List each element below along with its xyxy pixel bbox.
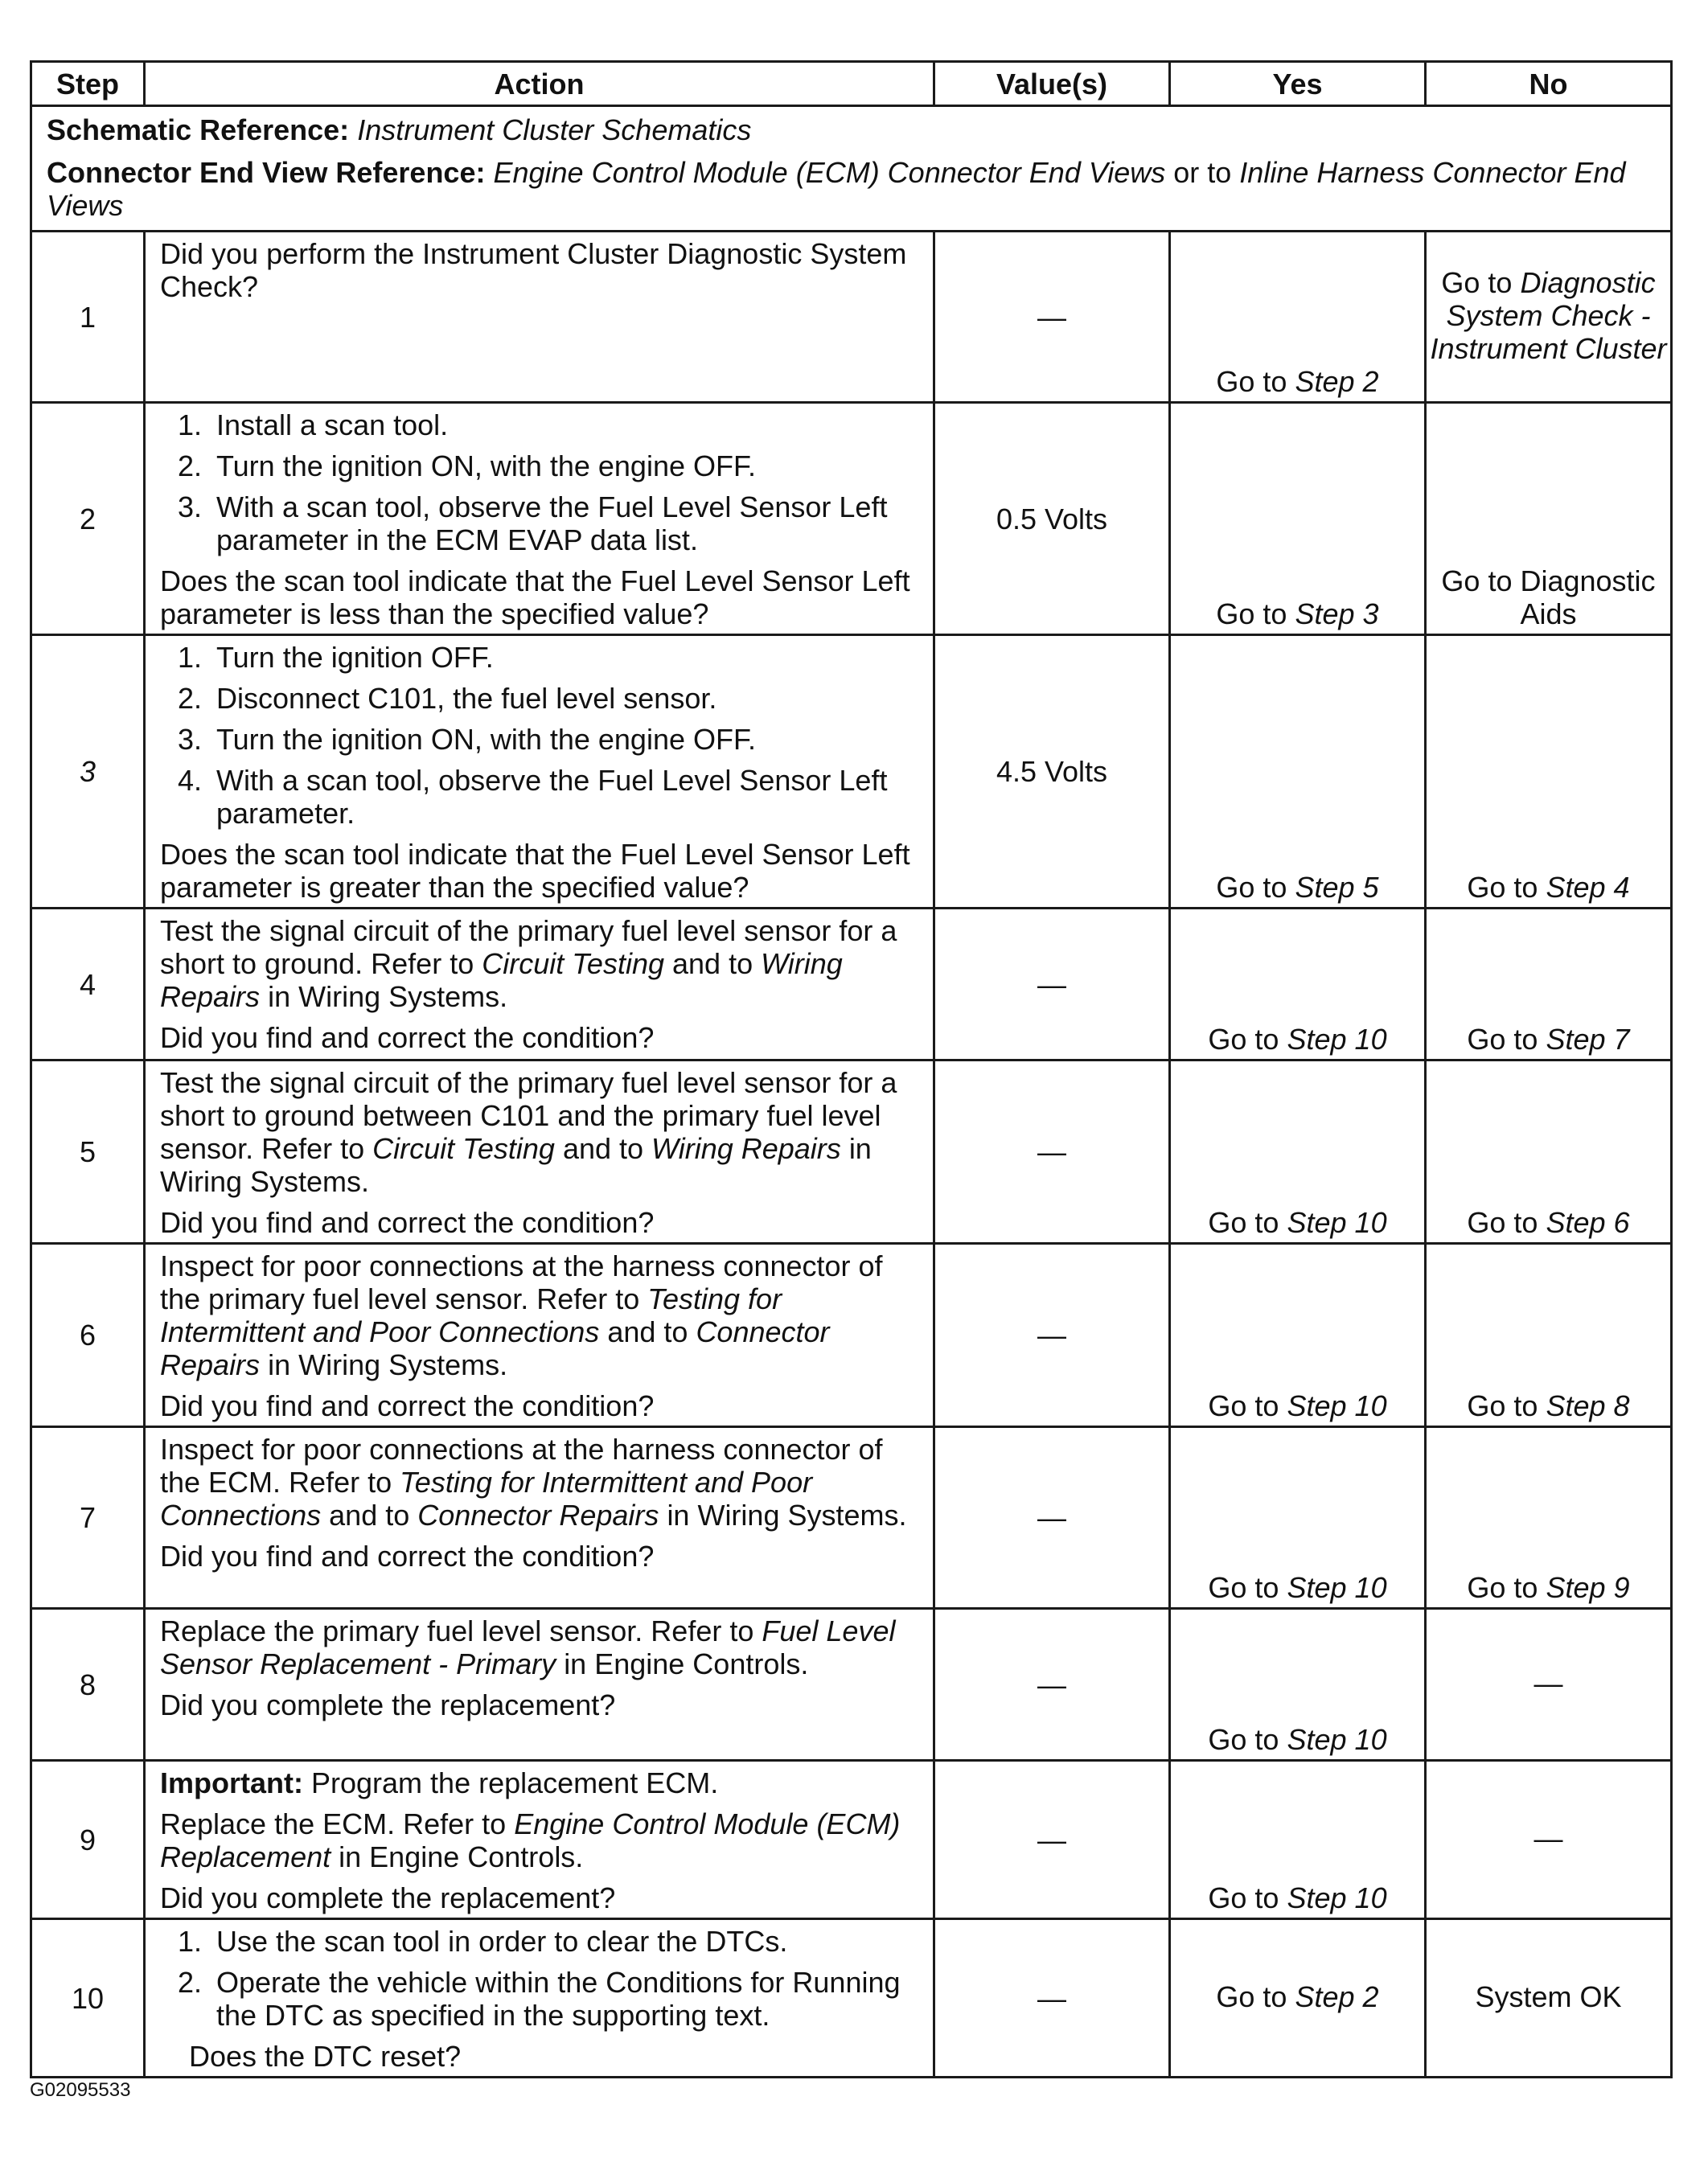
action-text: and to <box>607 1315 688 1348</box>
no-prefix: Go to <box>1467 1571 1538 1604</box>
no-step-link[interactable]: Diagnostic System Check - Instrument Cluster <box>1430 265 1667 365</box>
yes-step-link[interactable]: Step 10 <box>1287 1023 1387 1056</box>
action-text: and to <box>672 947 753 980</box>
value-cell: — <box>934 1244 1170 1427</box>
action-text: Inspect for poor connections at the harness connector of the primary fuel level sensor. Refer to <box>160 1249 883 1315</box>
no-prefix: Go to <box>1467 871 1538 904</box>
action-text: Replace the primary fuel level sensor. Refer to <box>160 1614 754 1647</box>
header-row <box>31 62 1672 106</box>
step-number: 7 <box>31 1427 145 1609</box>
action-cell <box>145 1427 934 1609</box>
value-cell: — <box>934 232 1170 403</box>
action-question: Did you complete the replacement? <box>160 1688 616 1721</box>
action-step-item: 4. With a scan tool, observe the Fuel Level Sensor Left parameter. <box>210 764 918 830</box>
value-cell: — <box>934 1427 1170 1609</box>
action-instruction <box>160 1807 918 1873</box>
value-cell: — <box>934 1761 1170 1919</box>
action-text: in Engine Controls. <box>564 1647 809 1680</box>
yes-cell <box>1170 1427 1426 1609</box>
step-row-5 <box>31 1060 1672 1244</box>
action-step-item: 1. Use the scan tool in order to clear the DTCs. <box>210 1925 918 1958</box>
yes-cell <box>1170 635 1426 909</box>
no-cell <box>1426 403 1672 635</box>
connector-reference <box>47 156 1656 222</box>
yes-prefix: Go to <box>1208 1206 1279 1239</box>
no-prefix: Go to <box>1441 265 1513 299</box>
action-cell <box>145 403 934 635</box>
no-step-link[interactable]: Step 6 <box>1546 1206 1630 1239</box>
step-row-10 <box>31 1919 1672 2078</box>
action-cell <box>145 909 934 1060</box>
action-text: Replace the ECM. Refer to <box>160 1807 507 1840</box>
step-row-8 <box>31 1609 1672 1761</box>
action-question: Did you find and correct the condition? <box>160 1389 655 1422</box>
action-text: in Wiring Systems. <box>160 1132 872 1198</box>
important-text: Program the replacement ECM. <box>311 1766 719 1799</box>
step-row-1 <box>31 232 1672 403</box>
header-yes: Yes <box>1170 62 1426 106</box>
step-number: 1 <box>31 232 145 403</box>
action-cell <box>145 1060 934 1244</box>
no-cell: — <box>1426 1609 1672 1761</box>
connector-reference-or: or to <box>1173 156 1232 189</box>
action-cell <box>145 1609 934 1761</box>
connector-reference-link-ecm[interactable]: Engine Control Module (ECM) Connector End Views <box>493 156 1166 189</box>
action-text: in Wiring Systems. <box>268 980 508 1013</box>
action-question: Did you find and correct the condition? <box>160 1021 655 1054</box>
reference-link[interactable]: Testing for Intermittent and Poor Connections <box>160 1466 813 1532</box>
action-cell <box>145 232 934 403</box>
reference-link[interactable]: Wiring Repairs <box>160 947 843 1013</box>
action-text: in Wiring Systems. <box>268 1348 508 1381</box>
step-row-4 <box>31 909 1672 1060</box>
schematic-reference-link[interactable]: Instrument Cluster Schematics <box>357 113 752 146</box>
no-prefix: Go to <box>1467 1206 1538 1239</box>
yes-prefix: Go to <box>1208 1389 1279 1422</box>
action-text: in Wiring Systems. <box>667 1499 907 1532</box>
action-step-item: 3. Turn the ignition ON, with the engine OFF. <box>210 723 918 756</box>
important-note <box>160 1766 918 1799</box>
value-cell: — <box>934 1609 1170 1761</box>
no-step-link[interactable]: Step 4 <box>1546 871 1630 904</box>
action-text: Test the signal circuit of the primary fuel level sensor for a short to ground between C101 and the primary fuel level sensor. Refer to <box>160 1066 897 1165</box>
step-number: 3 <box>31 635 145 909</box>
value-cell: — <box>934 909 1170 1060</box>
no-step-link[interactable]: Step 8 <box>1546 1389 1630 1422</box>
no-prefix: Go to <box>1467 1389 1538 1422</box>
connector-reference-label: Connector End View Reference: <box>47 156 486 189</box>
no-step-link[interactable]: Step 7 <box>1546 1023 1630 1056</box>
yes-prefix: Go to <box>1216 1979 1287 2013</box>
action-instruction <box>160 1066 918 1198</box>
action-cell <box>145 635 934 909</box>
schematic-reference <box>47 113 1656 146</box>
action-instruction <box>160 914 918 1013</box>
yes-cell <box>1170 1761 1426 1919</box>
value-cell: — <box>934 1919 1170 2078</box>
action-instruction <box>160 1249 918 1381</box>
step-number: 4 <box>31 909 145 1060</box>
action-text: Inspect for poor connections at the harness connector of the ECM. Refer to <box>160 1433 883 1499</box>
yes-cell <box>1170 1919 1426 2078</box>
yes-step-link[interactable]: Step 5 <box>1295 871 1379 904</box>
reference-link[interactable]: Circuit Testing <box>482 947 664 980</box>
action-question: Does the scan tool indicate that the Fuel Level Sensor Left parameter is less than the specified value? <box>160 564 910 630</box>
yes-step-link[interactable]: Step 3 <box>1295 597 1379 630</box>
action-steps-list <box>160 641 918 830</box>
no-cell <box>1426 1060 1672 1244</box>
no-cell <box>1426 1427 1672 1609</box>
action-text: and to <box>562 1132 644 1165</box>
value-cell: 4.5 Volts <box>934 635 1170 909</box>
action-steps-list <box>160 1925 918 2032</box>
yes-cell <box>1170 1244 1426 1427</box>
action-step-item: 2. Operate the vehicle within the Conditions for Running the DTC as specified in the supporting text. <box>210 1966 918 2032</box>
reference-link[interactable]: Engine Control Module (ECM) Replacement <box>160 1807 901 1873</box>
yes-step-link[interactable]: Step 10 <box>1287 1881 1387 1914</box>
step-number: 8 <box>31 1609 145 1761</box>
no-step-link[interactable]: Step 9 <box>1546 1571 1630 1604</box>
yes-prefix: Go to <box>1208 1023 1279 1056</box>
step-row-7 <box>31 1427 1672 1609</box>
action-question: Did you complete the replacement? <box>160 1881 616 1914</box>
action-question: Did you find and correct the condition? <box>160 1206 655 1239</box>
yes-step-link[interactable]: Step 10 <box>1287 1389 1387 1422</box>
value-cell: — <box>934 1060 1170 1244</box>
no-cell: — <box>1426 1761 1672 1919</box>
value-cell: 0.5 Volts <box>934 403 1170 635</box>
yes-cell <box>1170 1060 1426 1244</box>
action-step-item: 2. Turn the ignition ON, with the engine OFF. <box>210 449 918 482</box>
yes-step-link[interactable]: Step 10 <box>1287 1723 1387 1756</box>
schematic-reference-label: Schematic Reference: <box>47 113 350 146</box>
action-cell <box>145 1761 934 1919</box>
reference-link[interactable]: Testing for Intermittent and Poor Connections <box>160 1282 782 1348</box>
yes-prefix: Go to <box>1208 1571 1279 1604</box>
step-row-3 <box>31 635 1672 909</box>
no-cell <box>1426 909 1672 1060</box>
yes-cell <box>1170 403 1426 635</box>
step-row-2 <box>31 403 1672 635</box>
step-number: 9 <box>31 1761 145 1919</box>
no-cell: System OK <box>1426 1919 1672 2078</box>
action-text: Test the signal circuit of the primary fuel level sensor for a short to ground. Refer to <box>160 914 897 980</box>
reference-link[interactable]: Circuit Testing <box>372 1132 555 1165</box>
action-text: in Engine Controls. <box>339 1840 584 1873</box>
action-steps-list <box>160 408 918 556</box>
action-cell <box>145 1919 934 2078</box>
reference-link[interactable]: Connector Repairs <box>160 1315 830 1381</box>
yes-step-link[interactable]: Step 10 <box>1287 1571 1387 1604</box>
step-row-6 <box>31 1244 1672 1427</box>
step-number: 6 <box>31 1244 145 1427</box>
reference-link[interactable]: Fuel Level Sensor Replacement - Primary <box>160 1614 896 1680</box>
diagnostic-table <box>30 60 1673 2078</box>
no-cell <box>1426 1244 1672 1427</box>
yes-prefix: Go to <box>1208 1881 1279 1914</box>
yes-step-link[interactable]: Step 10 <box>1287 1206 1387 1239</box>
action-cell <box>145 1244 934 1427</box>
no-prefix: Go to <box>1467 1023 1538 1056</box>
yes-step-link[interactable]: Step 2 <box>1295 1979 1379 2013</box>
figure-id: G02095533 <box>30 2079 131 2101</box>
action-instruction <box>160 1614 918 1680</box>
step-number: 5 <box>31 1060 145 1244</box>
yes-cell <box>1170 1609 1426 1761</box>
action-instruction <box>160 1433 918 1532</box>
no-cell <box>1426 232 1672 403</box>
yes-prefix: Go to <box>1208 1723 1279 1756</box>
yes-prefix: Go to <box>1216 365 1287 398</box>
action-question: Did you find and correct the condition? <box>160 1540 655 1573</box>
yes-step-link[interactable]: Step 2 <box>1295 365 1379 398</box>
header-no: No <box>1426 62 1672 106</box>
action-question: Did you perform the Instrument Cluster Diagnostic System Check? <box>160 237 907 303</box>
no-cell <box>1426 635 1672 909</box>
action-question: Does the scan tool indicate that the Fuel Level Sensor Left parameter is greater than the specified value? <box>160 838 910 904</box>
important-label: Important: <box>160 1766 303 1799</box>
action-text: and to <box>329 1499 410 1532</box>
header-step: Step <box>31 62 145 106</box>
action-step-item: 1. Turn the ignition OFF. <box>210 641 918 674</box>
step-number: 10 <box>31 1919 145 2078</box>
header-values: Value(s) <box>934 62 1170 106</box>
connector-reference-link-inline[interactable]: Inline Harness Connector End Views <box>47 156 1626 222</box>
action-step-item: 2. Disconnect C101, the fuel level sensor. <box>210 682 918 715</box>
action-step-item: 3. With a scan tool, observe the Fuel Level Sensor Left parameter in the ECM EVAP data list. <box>210 490 918 556</box>
action-question: Does the DTC reset? <box>189 2040 462 2073</box>
reference-row <box>31 106 1672 232</box>
yes-prefix: Go to <box>1216 871 1287 904</box>
yes-prefix: Go to <box>1216 597 1287 630</box>
reference-link[interactable]: Connector Repairs <box>417 1499 659 1532</box>
reference-link[interactable]: Wiring Repairs <box>651 1132 841 1165</box>
action-step-item: 1. Install a scan tool. <box>210 408 918 441</box>
yes-cell <box>1170 909 1426 1060</box>
header-action: Action <box>145 62 934 106</box>
step-number: 2 <box>31 403 145 635</box>
reference-cell <box>31 106 1672 232</box>
no-diagnostic-aids-link[interactable]: Go to Diagnostic Aids <box>1441 564 1656 630</box>
step-row-9 <box>31 1761 1672 1919</box>
yes-cell <box>1170 232 1426 403</box>
